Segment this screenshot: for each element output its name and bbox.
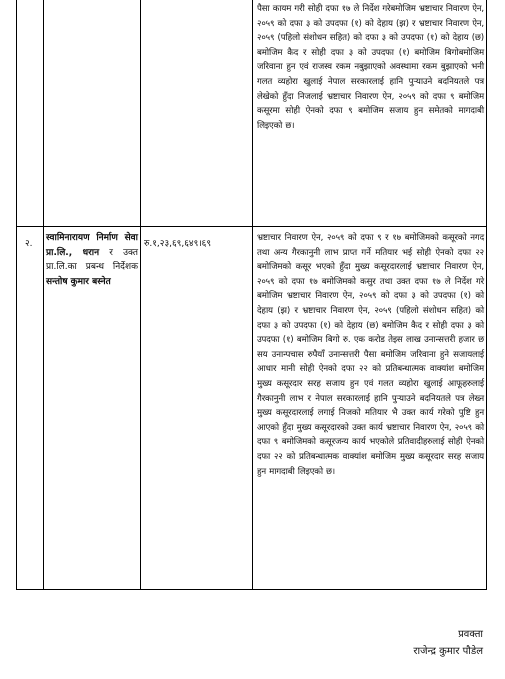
signature-role: प्रवक्ता [458, 629, 483, 640]
accused-role: र उक्त प्रा.लि.का प्रबन्ध निर्देशक [46, 247, 138, 273]
claim-amount: रु.१,२३,६९,६४९।६९ [144, 239, 212, 249]
company-name: स्वामिनारायण निर्माण सेवा प्रा.लि., धरान [46, 233, 138, 258]
amount-cell [144, 231, 252, 250]
row-serial-number: २. [25, 239, 33, 249]
row-description: भ्रष्टाचार निवारण ऐन, २०५९ को दफा ९ र १७ बमोजिमको कसूरको नगद तथा अन्य गैरकानुनी लाभ प्राप्त गर्ने मतियार भई सोही ऐनको दफा २२ बमोजिमको कसूर भएको हुँदा मुख्य कसूरदारलाई भ्रष्टाचार निवारण ऐन, २०५९ को दफा १७ बमोजिमको कसुर तथा उक्त दफा १७ ले निर्देश गरे बमोजिम भ्रष्टाचार निवारण ऐन, २०५९ को दफा ३ को उपदफा (१) को देहाय (झ) र भ्रष्टाचार निवारण ऐन, २०५९ (पहिलो संशोधन सहित) को दफा ३ को उपदफा (१) को देहाय (छ) बमोजिम कैद र सोही दफा ३ को उपदफा (१) बमोजिम बिगो रु. एक करोड तेइस लाख उनान्सत्तरी हजार छ सय उनान्पचास रुपैयाँ उनान्सत्तरी पैसा बमोजिम जरिवाना हुने सजायलाई आधार मानी सोही ऐनको दफा २२ को प्रतिबन्धात्मक वाक्यांश बमोजिम मुख्य कसूरदार सरह सजाय हुन एवं गलत व्यहोरा खुलाई आफूहरुलाई गैरकानुनी लाभ र नेपाल सरकारलाई हानि पुऱ्याउने बदनियतले पत्र लेख्न मुख्य कसूरदारलाई लगाई निजको मतियार भै उक्त कार्य गरेको पुष्टि हुन आएको हुँदा मुख्य कसूरदारको उक्त कार्य भ्रष्टाचार निवारण ऐन, २०५९ को दफा ९ बमोजिमको कसूरजन्य कार्य भएकोले प्रतिवादीहरुलाई सोही ऐनको दफा २२ को प्रतिबन्धात्मक वाक्यांश बमोजिम मुख्य कसूरदार सरह सजाय हुन मागदाबी लिइएको छ। [257, 233, 484, 477]
case-table [16, 0, 487, 590]
director-name: सन्तोष कुमार बस्नेत [46, 276, 111, 287]
column-divider [140, 0, 141, 589]
signature-name: राजेन्द्र कुमार पौडेल [413, 646, 483, 657]
column-divider [252, 0, 253, 589]
row-divider [17, 226, 486, 227]
row-description: पैसा कायम गरी सोही दफा १७ ले निर्देश गरेबमोजिम भ्रष्टाचार निवारण ऐन, २०५९ को दफा ३ को उपदफा (१) को देहाय (झ) र भ्रष्टाचार निवारण ऐन, २०५९ (पहिलो संशोधन सहित) को दफा ३ को उपदफा (१) को देहाय (छ) बमोजिम कैद र सोही दफा ३ को उपदफा (१) बमोजिम बिगोबमोजिम जरिवाना हुन एवं राजस्व रकम नबुझाएको अवस्थामा रकम बुझाएको भनी गलत व्यहोरा खुलाई नेपाल सरकारलाई हानि पुऱ्याउने बदनियतले पत्र लेखेको हुँदा निजलाई भ्रष्टाचार निवारण ऐन, २०५९ को दफा ९ बमोजिम कसूरमा सोही ऐनको दफा ९ बमोजिम सजाय हुन समेतको मागदाबी लिइएको छ। [257, 4, 484, 131]
accused-name-cell [46, 231, 138, 289]
column-divider [43, 0, 44, 589]
table-row [257, 231, 484, 479]
table-row [257, 2, 484, 133]
